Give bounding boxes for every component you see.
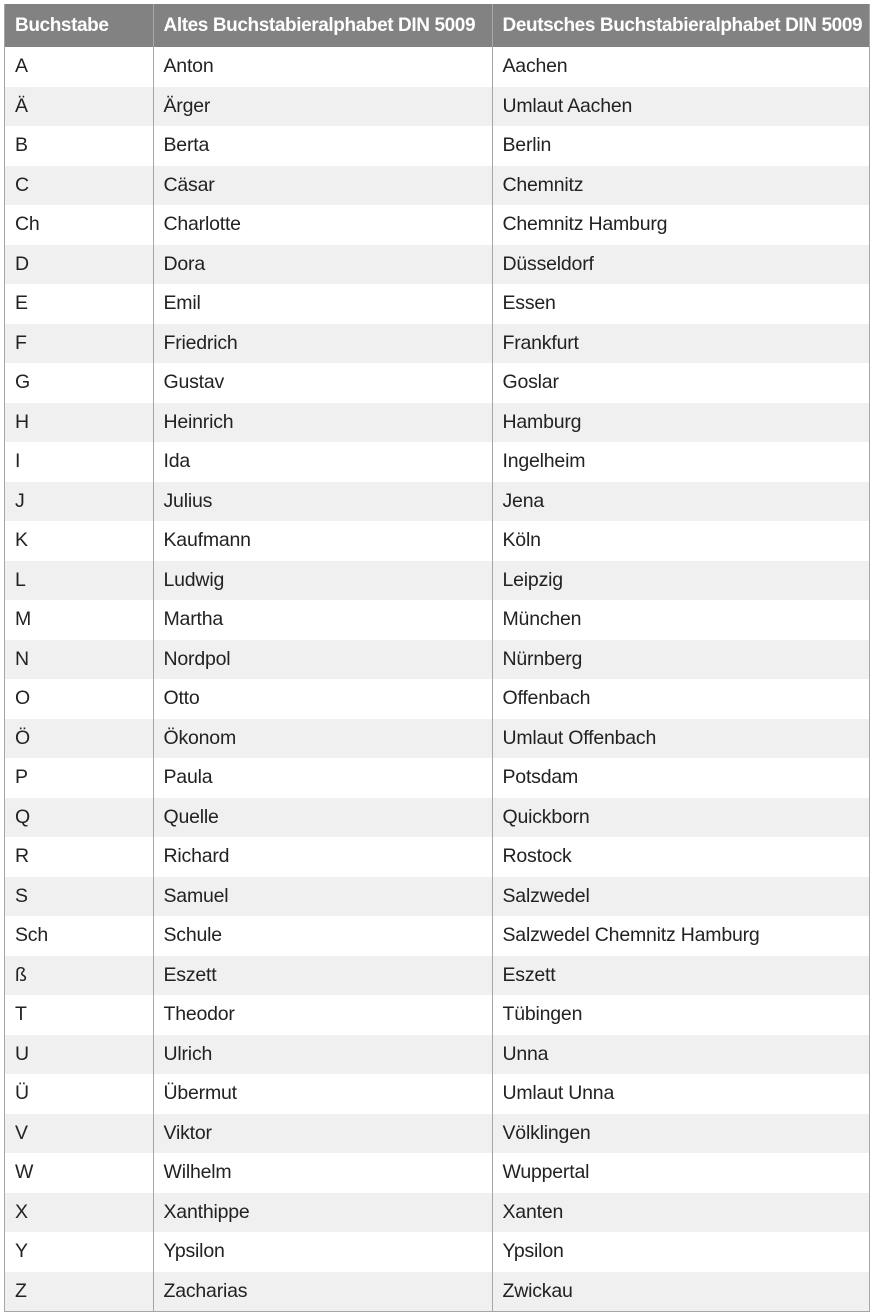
new-alphabet-cell: Hamburg [492,403,869,443]
old-alphabet-cell: Anton [153,47,492,87]
old-alphabet-cell: Cäsar [153,166,492,206]
new-alphabet-cell: Goslar [492,363,869,403]
table-row [5,47,869,87]
letter-cell: L [5,561,153,601]
table-row [5,284,869,324]
table-row [5,1272,869,1312]
letter-cell: R [5,837,153,877]
letter-cell: Ch [5,205,153,245]
old-alphabet-cell: Martha [153,600,492,640]
new-alphabet-cell: Berlin [492,126,869,166]
table-row [5,877,869,917]
header-old-alphabet: Altes Buchstabieralphabet DIN 5009 [153,4,492,47]
old-alphabet-cell: Paula [153,758,492,798]
letter-cell: U [5,1035,153,1075]
table-row [5,87,869,127]
letter-cell: J [5,482,153,522]
new-alphabet-cell: Ypsilon [492,1232,869,1272]
old-alphabet-cell: Dora [153,245,492,285]
old-alphabet-cell: Schule [153,916,492,956]
letter-cell: I [5,442,153,482]
table-row [5,1232,869,1272]
old-alphabet-cell: Kaufmann [153,521,492,561]
letter-cell: P [5,758,153,798]
table-row [5,837,869,877]
new-alphabet-cell: Rostock [492,837,869,877]
new-alphabet-cell: Nürnberg [492,640,869,680]
new-alphabet-cell: Aachen [492,47,869,87]
letter-cell: M [5,600,153,640]
table-row [5,758,869,798]
old-alphabet-cell: Ida [153,442,492,482]
old-alphabet-cell: Heinrich [153,403,492,443]
new-alphabet-cell: Tübingen [492,995,869,1035]
new-alphabet-cell: Umlaut Unna [492,1074,869,1114]
table-row [5,245,869,285]
letter-cell: Y [5,1232,153,1272]
table-row [5,324,869,364]
new-alphabet-cell: Zwickau [492,1272,869,1312]
new-alphabet-cell: Salzwedel Chemnitz Hamburg [492,916,869,956]
new-alphabet-cell: Ingelheim [492,442,869,482]
table-row [5,561,869,601]
old-alphabet-cell: Berta [153,126,492,166]
letter-cell: D [5,245,153,285]
old-alphabet-cell: Ökonom [153,719,492,759]
new-alphabet-cell: Köln [492,521,869,561]
old-alphabet-cell: Samuel [153,877,492,917]
old-alphabet-cell: Ludwig [153,561,492,601]
letter-cell: W [5,1153,153,1193]
new-alphabet-cell: Quickborn [492,798,869,838]
header-new-alphabet: Deutsches Buchstabieralphabet DIN 5009 [492,4,869,47]
table-row [5,798,869,838]
letter-cell: T [5,995,153,1035]
old-alphabet-cell: Xanthippe [153,1193,492,1233]
letter-cell: V [5,1114,153,1154]
table-row [5,640,869,680]
letter-cell: ß [5,956,153,996]
letter-cell: F [5,324,153,364]
new-alphabet-cell: Umlaut Aachen [492,87,869,127]
old-alphabet-cell: Theodor [153,995,492,1035]
letter-cell: K [5,521,153,561]
table-body [5,47,869,1311]
table-row [5,1153,869,1193]
table-row [5,995,869,1035]
new-alphabet-cell: Chemnitz [492,166,869,206]
new-alphabet-cell: Potsdam [492,758,869,798]
table-row [5,679,869,719]
new-alphabet-cell: Frankfurt [492,324,869,364]
letter-cell: X [5,1193,153,1233]
new-alphabet-cell: Umlaut Offenbach [492,719,869,759]
old-alphabet-cell: Quelle [153,798,492,838]
letter-cell: E [5,284,153,324]
new-alphabet-cell: Essen [492,284,869,324]
header-row [5,4,869,47]
table-row [5,363,869,403]
table-row [5,482,869,522]
new-alphabet-cell: Leipzig [492,561,869,601]
spelling-alphabet-table-container [4,4,870,1312]
old-alphabet-cell: Ypsilon [153,1232,492,1272]
new-alphabet-cell: Salzwedel [492,877,869,917]
spelling-alphabet-table [5,4,869,1311]
new-alphabet-cell: Unna [492,1035,869,1075]
letter-cell: O [5,679,153,719]
table-row [5,1035,869,1075]
old-alphabet-cell: Viktor [153,1114,492,1154]
old-alphabet-cell: Ärger [153,87,492,127]
table-row [5,126,869,166]
letter-cell: N [5,640,153,680]
table-row [5,719,869,759]
table-row [5,403,869,443]
old-alphabet-cell: Zacharias [153,1272,492,1312]
new-alphabet-cell: München [492,600,869,640]
old-alphabet-cell: Charlotte [153,205,492,245]
new-alphabet-cell: Chemnitz Hamburg [492,205,869,245]
letter-cell: G [5,363,153,403]
old-alphabet-cell: Gustav [153,363,492,403]
new-alphabet-cell: Völklingen [492,1114,869,1154]
new-alphabet-cell: Jena [492,482,869,522]
table-row [5,166,869,206]
old-alphabet-cell: Otto [153,679,492,719]
letter-cell: Sch [5,916,153,956]
table-row [5,916,869,956]
table-row [5,956,869,996]
old-alphabet-cell: Nordpol [153,640,492,680]
new-alphabet-cell: Eszett [492,956,869,996]
new-alphabet-cell: Xanten [492,1193,869,1233]
table-row [5,600,869,640]
old-alphabet-cell: Friedrich [153,324,492,364]
old-alphabet-cell: Ulrich [153,1035,492,1075]
table-row [5,205,869,245]
letter-cell: Z [5,1272,153,1312]
old-alphabet-cell: Wilhelm [153,1153,492,1193]
letter-cell: H [5,403,153,443]
old-alphabet-cell: Eszett [153,956,492,996]
new-alphabet-cell: Offenbach [492,679,869,719]
letter-cell: A [5,47,153,87]
letter-cell: Ü [5,1074,153,1114]
new-alphabet-cell: Wuppertal [492,1153,869,1193]
table-row [5,442,869,482]
table-row [5,1193,869,1233]
table-row [5,521,869,561]
table-row [5,1074,869,1114]
header-letter: Buchstabe [5,4,153,47]
letter-cell: Q [5,798,153,838]
old-alphabet-cell: Richard [153,837,492,877]
table-row [5,1114,869,1154]
letter-cell: Ö [5,719,153,759]
old-alphabet-cell: Emil [153,284,492,324]
letter-cell: C [5,166,153,206]
letter-cell: S [5,877,153,917]
letter-cell: Ä [5,87,153,127]
old-alphabet-cell: Julius [153,482,492,522]
table-header [5,4,869,47]
letter-cell: B [5,126,153,166]
old-alphabet-cell: Übermut [153,1074,492,1114]
new-alphabet-cell: Düsseldorf [492,245,869,285]
